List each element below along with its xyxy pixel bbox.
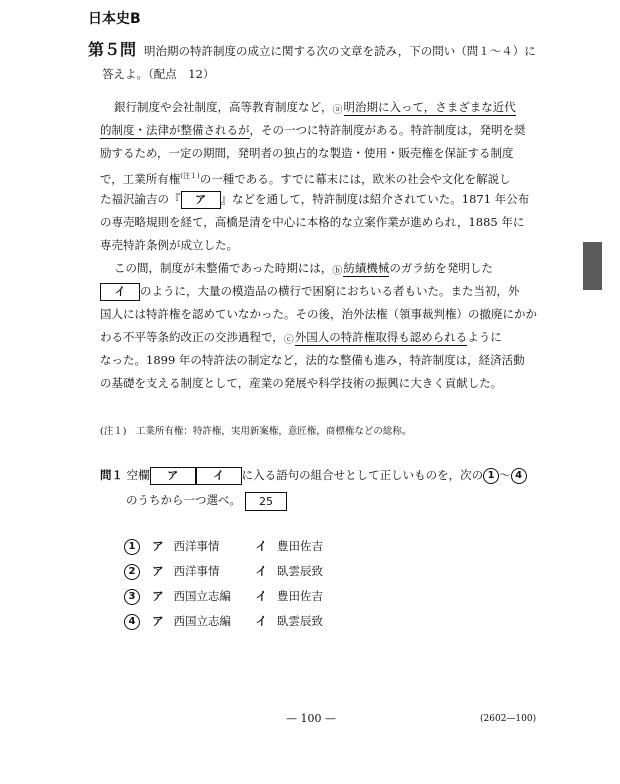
mark-c: ⓒ xyxy=(283,335,294,346)
passage-text: のガラ紡を発明した xyxy=(389,261,493,275)
passage-text: で，工業所有権 xyxy=(100,171,181,186)
mark-b: ⓑ xyxy=(332,266,343,277)
range-tilde: ～ xyxy=(499,468,511,482)
choice-a-label: ア xyxy=(152,564,164,578)
choice-number: 1 xyxy=(124,539,140,555)
passage-line: 励するため，一定の期間，発明者の独占的な製造・使用・販売権を保証する制度 xyxy=(100,146,514,160)
q1-text: に入る語句の組合せとして正しいものを，次の xyxy=(241,468,484,482)
q1-label: 問１ xyxy=(100,468,123,482)
choice-a-text: 西洋事情 xyxy=(173,564,220,578)
underline-b: 紡績機械 xyxy=(343,261,390,275)
passage-text: のように，大量の模造品の横行で困窮におちいる者もいた。また当初，外 xyxy=(140,284,520,298)
passage-line: なった。1899 年の特許法の制定など，法的な整備も進み，特許制度は，経済活動 xyxy=(100,353,525,367)
choice-3[interactable] xyxy=(124,584,323,609)
underline-a-part1: 明治期に入って，さまざまな近代 xyxy=(343,100,516,114)
passage-text: この間，制度が未整備であった時期には， xyxy=(114,261,333,275)
passage-text: ように xyxy=(467,330,502,344)
question-intro-line1: 明治期の特許制度の成立に関する次の文章を読み，下の問い（問１～４）に xyxy=(144,44,536,58)
choice-4[interactable] xyxy=(124,609,323,634)
range-to-number: 4 xyxy=(511,468,527,484)
subject-title: 日本史B xyxy=(88,11,141,27)
footnote: (注１) 工業所有権：特許権，実用新案権，意匠権，商標権などの総称。 xyxy=(100,426,412,437)
choice-a-text: 西洋事情 xyxy=(173,539,220,553)
q1-blank-a: ア xyxy=(150,467,196,485)
choice-i-label: イ xyxy=(255,589,267,603)
range-from-number: 1 xyxy=(483,468,499,484)
underline-a-part2: 的制度・法律が整備されるが xyxy=(100,123,250,137)
passage-line xyxy=(100,96,530,119)
choice-number: 2 xyxy=(124,564,140,580)
choices-list xyxy=(124,534,323,634)
choice-i-text: 豊田佐吉 xyxy=(277,589,323,603)
q1-text-line2: のうちから一つ選べ。 xyxy=(126,493,241,507)
blank-a-box: ア xyxy=(181,191,221,209)
passage-text: 銀行制度や会社制度，高等教育制度など， xyxy=(114,100,333,114)
passage-line xyxy=(100,165,530,188)
blank-i-box: イ xyxy=(100,283,140,301)
passage-text: の一種である。すでに幕末には，欧米の社会や文化を解説し xyxy=(199,171,511,186)
underline-c: 外国人の特許権取得も認められる xyxy=(294,330,468,344)
question-header xyxy=(88,38,548,86)
choice-i-label: イ xyxy=(255,564,267,578)
passage-line: の基礎を支える制度として，産業の発展や科学技術の振興に大きく貢献した。 xyxy=(100,376,503,390)
choice-a-text: 西国立志編 xyxy=(173,589,231,603)
mark-a: ⓐ xyxy=(332,105,343,116)
passage-text: た福沢諭吉の『 xyxy=(100,192,181,206)
choice-i-label: イ xyxy=(255,539,267,553)
passage-line xyxy=(100,188,530,211)
choice-i-text: 臥雲辰致 xyxy=(277,564,323,578)
passage-line: 国人には特許権を認めていなかった。その後，治外法権（領事裁判権）の撤廃にかか xyxy=(100,307,537,321)
page-code: (2602—100) xyxy=(480,714,537,724)
answer-number-box: 25 xyxy=(245,492,287,511)
choice-number: 4 xyxy=(124,614,140,630)
passage-text: わる不平等条約改正の交渉過程で， xyxy=(100,330,284,344)
side-index-tab xyxy=(583,242,602,290)
choice-i-text: 臥雲辰致 xyxy=(277,614,323,628)
passage xyxy=(100,96,537,395)
passage-line xyxy=(100,280,530,303)
passage-line xyxy=(100,119,530,142)
note-ref: (注１) xyxy=(180,172,200,180)
choice-a-label: ア xyxy=(152,614,164,628)
passage-line: の専売略規則を経て，高橋是清を中心に本格的な立案作業が進められ，1885 年に xyxy=(100,215,525,229)
q1-blank-i: イ xyxy=(196,467,242,485)
choice-2[interactable] xyxy=(124,559,323,584)
choice-i-text: 豊田佐吉 xyxy=(277,539,323,553)
choice-number: 3 xyxy=(124,589,140,605)
choice-a-label: ア xyxy=(152,539,164,553)
choice-a-label: ア xyxy=(152,589,164,603)
passage-text: 』などを通して，特許制度は紹介されていた。1871 年公布 xyxy=(220,192,530,206)
passage-line xyxy=(100,257,530,280)
choice-i-label: イ xyxy=(255,614,267,628)
question-number: 第５問 xyxy=(88,40,137,59)
page-number: — 100 — xyxy=(286,712,336,725)
choice-a-text: 西国立志編 xyxy=(173,614,231,628)
passage-text: ，その一つに特許制度がある。特許制度は，発明を奨 xyxy=(249,123,526,137)
choice-1[interactable] xyxy=(124,534,323,559)
passage-line xyxy=(100,326,530,349)
question-intro-line2: 答えよ。（配点 12） xyxy=(102,67,215,81)
q1-text: 空欄 xyxy=(126,468,150,482)
question-1 xyxy=(100,463,540,513)
passage-line: 専売特許条例が成立した。 xyxy=(100,238,238,252)
